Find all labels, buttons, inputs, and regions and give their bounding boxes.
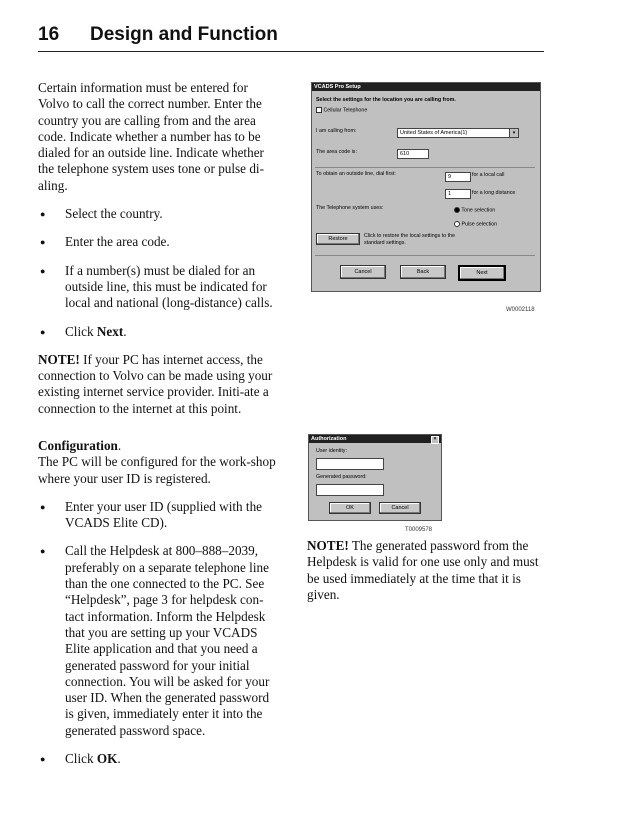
dialog-titlebar: [309, 435, 441, 443]
configuration-paragraph: The PC will be configured for the work-shop where your user ID is registered.: [38, 454, 276, 486]
back-button[interactable]: Back: [400, 265, 446, 279]
configuration-bullet-list: [38, 499, 278, 767]
generated-password-input[interactable]: [316, 484, 384, 496]
restore-button[interactable]: Restore: [316, 233, 360, 245]
cellular-option[interactable]: Cellular Telephone: [316, 107, 367, 113]
intro-paragraph: Certain information must be entered for Volvo to call the correct number. Enter the country you are calling from and the area code. Indicate whether a number has to be dialed for an outside line. Indicate whether the telephone system uses tone or pulse di-aling.: [38, 80, 264, 193]
list-item: ● Select the country.: [38, 206, 278, 222]
dialog-heading: Select the settings for the location you are calling from.: [316, 97, 456, 103]
setup-dialog-screenshot: [311, 82, 541, 292]
long-distance-label: for a long distance: [472, 190, 516, 196]
generated-password-label: Generated password:: [316, 474, 367, 480]
local-dial-input[interactable]: 9: [445, 172, 471, 182]
figure-caption: T0009578: [405, 527, 433, 533]
list-item: ● Click OK.: [38, 751, 278, 767]
ok-emphasis: OK: [96, 751, 118, 767]
note-label: NOTE!: [307, 538, 349, 553]
pulse-option[interactable]: Pulse selection: [454, 221, 497, 227]
calling-from-label: I am calling from:: [316, 128, 357, 134]
area-code-input[interactable]: 610: [397, 149, 429, 159]
ok-button[interactable]: OK: [329, 502, 371, 514]
dialog-title: Authorization: [311, 436, 347, 442]
tone-radio[interactable]: [454, 207, 460, 213]
list-item: ● Call the Helpdesk at 800–888–2039, preferably on a separate telephone line than the one connected to the PC. See “Helpdesk”, page 3 for helpdesk con-tact information. Inform the Helpdesk that you are setting up your VCADS Elite application and that you need a generated password for your initial connection. You will be asked for your user ID. When the generated password is given, immediately enter it into the generated password space.: [38, 543, 278, 739]
dialog-titlebar: [312, 83, 540, 91]
cancel-button[interactable]: Cancel: [340, 265, 386, 279]
user-identity-label: User identity:: [316, 448, 347, 454]
chevron-down-icon[interactable]: ▾: [509, 129, 518, 137]
chapter-title: Design and Function: [90, 24, 278, 45]
restore-description: Click to restore the local settings to the standard settings.: [364, 233, 455, 246]
user-identity-input[interactable]: [316, 458, 384, 470]
page-number: 16: [38, 24, 60, 45]
configuration-heading: Configuration: [38, 438, 118, 453]
area-code-label: The area code is:: [316, 149, 357, 155]
list-item: ● Enter your user ID (supplied with the VCADS Elite CD).: [38, 499, 278, 532]
next-button[interactable]: Next: [458, 265, 506, 281]
configuration-section: [38, 438, 278, 767]
intro-bullet-list: [38, 206, 278, 340]
list-item: ● Click Next.: [38, 324, 278, 340]
page-header: [38, 24, 544, 52]
tone-option[interactable]: Tone selection: [454, 207, 495, 213]
divider: [315, 255, 535, 256]
pulse-radio[interactable]: [454, 221, 460, 227]
dialog-title: VCADS Pro Setup: [314, 84, 361, 90]
divider: [315, 167, 535, 168]
next-emphasis: Next: [96, 323, 124, 339]
configuration-heading-line: Configuration.: [38, 438, 122, 453]
cancel-button[interactable]: Cancel: [379, 502, 421, 514]
close-icon[interactable]: ×: [431, 436, 439, 444]
cellular-checkbox[interactable]: [316, 107, 322, 113]
intro-section: [38, 80, 278, 417]
note-label: NOTE!: [38, 351, 80, 367]
outside-line-label: To obtain an outside line, dial first:: [316, 171, 396, 177]
local-call-label: for a local call: [472, 172, 505, 178]
figure-caption: W0002118: [506, 307, 535, 313]
header-rule: [38, 51, 544, 52]
auth-note: NOTE! The generated password from the Helpdesk is valid for one use only and must be used immediately at the time that it is given.: [307, 538, 539, 602]
phone-system-label: The Telephone system uses:: [316, 205, 384, 211]
list-item: ● If a number(s) must be dialed for an outside line, this must be indicated for local and national (long-distance) calls.: [38, 263, 278, 312]
country-select[interactable]: United States of America(1) ▾: [397, 128, 519, 138]
authorization-dialog-screenshot: [308, 434, 442, 521]
list-item: ● Enter the area code.: [38, 234, 278, 250]
intro-note: NOTE! If your PC has internet access, the connection to Volvo can be made using your existing internet service provider. Initi-ate a connection to the internet at this point.: [38, 351, 273, 416]
long-distance-input[interactable]: 1: [445, 189, 471, 199]
